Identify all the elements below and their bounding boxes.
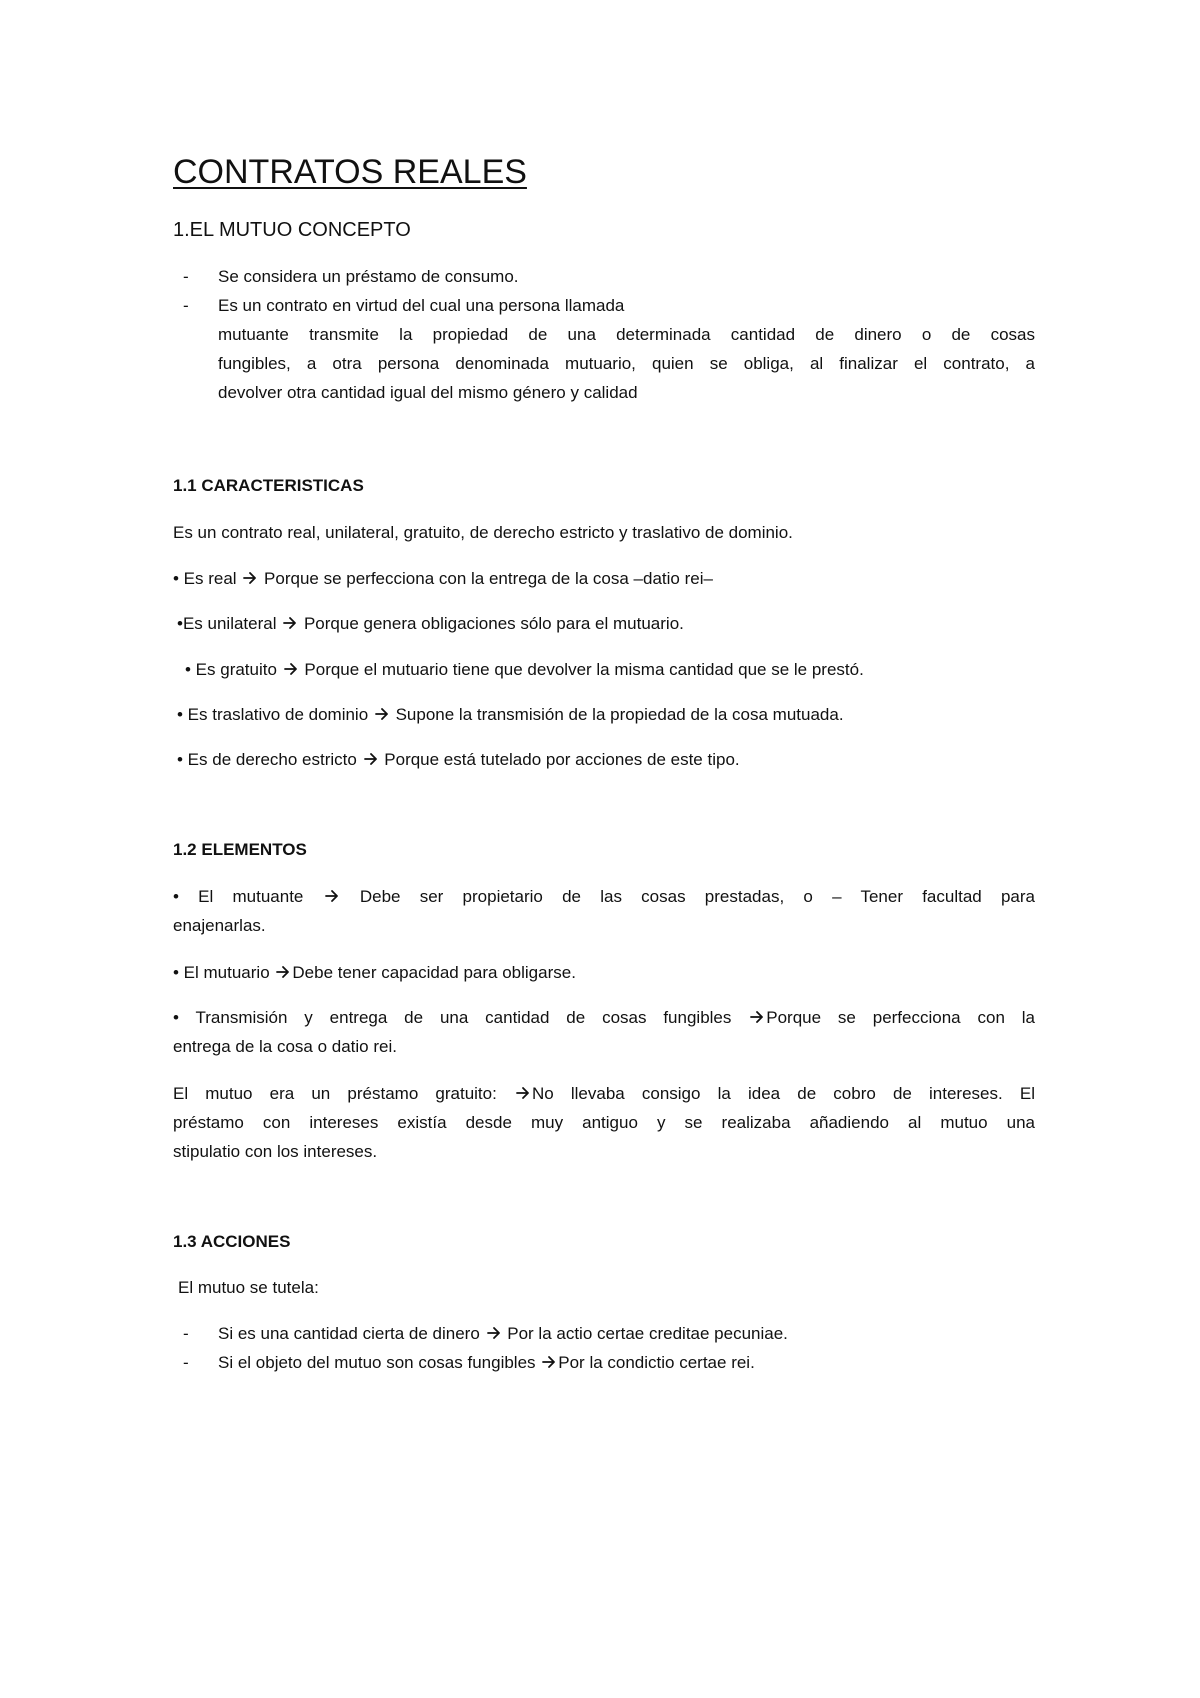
paragraph: El mutuo se tutela: — [178, 1278, 319, 1297]
document-title: CONTRATOS REALES — [173, 153, 527, 191]
arrow-right-icon — [283, 616, 297, 630]
arrow-right-icon — [375, 707, 389, 721]
arrow-right-icon — [325, 889, 339, 903]
dash-marker: - — [183, 296, 189, 315]
section-heading-elementos: 1.2 ELEMENTOS — [173, 840, 307, 859]
paragraph: Es un contrato real, unilateral, gratuito, de derecho estricto y traslativo de dominio. — [173, 523, 793, 542]
section-heading-acciones: 1.3 ACCIONES — [173, 1232, 291, 1251]
bullet-item: • Es de derecho estricto Porque está tutelado por acciones de este tipo. — [177, 750, 740, 769]
list-item: - Se considera un préstamo de consumo. — [183, 262, 1035, 291]
section-heading-mutuo-concepto: 1.EL MUTUO CONCEPTO — [173, 219, 411, 241]
arrow-right-icon — [243, 571, 257, 585]
arrow-right-icon — [284, 662, 298, 676]
bullet-item: • El mutuante Debe ser propietario de las cosas prestadas, o – Tener facultad para enajenarlas. — [173, 887, 1035, 935]
bullet-item: • Transmisión y entrega de una cantidad de cosas fungibles Porque se perfecciona con la entrega de la cosa o datio rei. — [173, 1008, 1035, 1056]
bullet-item: •Es unilateral Porque genera obligaciones sólo para el mutuario. — [177, 614, 684, 633]
list-item: - Si el objeto del mutuo son cosas fungibles Por la condictio certae rei. — [183, 1348, 1035, 1377]
section-heading-caracteristicas: 1.1 CARACTERISTICAS — [173, 476, 364, 495]
bullet-item: • Es traslativo de dominio Supone la transmisión de la propiedad de la cosa mutuada. — [177, 705, 844, 724]
arrow-right-icon — [542, 1355, 556, 1369]
arrow-right-icon — [276, 965, 290, 979]
dash-marker: - — [183, 1353, 189, 1372]
arrow-right-icon — [516, 1086, 530, 1100]
list-item: - Si es una cantidad cierta de dinero Por la actio certae creditae pecuniae. — [183, 1319, 1035, 1348]
arrow-right-icon — [487, 1326, 501, 1340]
bullet-item: • Es gratuito Porque el mutuario tiene que devolver la misma cantidad que se le prestó. — [185, 660, 864, 679]
bullet-item: • Es real Porque se perfecciona con la entrega de la cosa –datio rei– — [173, 569, 713, 588]
arrow-right-icon — [750, 1010, 764, 1024]
dash-marker: - — [183, 1324, 189, 1343]
list-item: - Es un contrato en virtud del cual una persona llamada mutuante transmite la propiedad de una determinada cantidad de dinero o de cosas fungibles, a otra persona denominada mutuario, quien se obliga, al finalizar el contrato, a devolver otra cantidad igual del mismo género y calidad — [183, 291, 1035, 407]
note-paragraph: El mutuo era un préstamo gratuito: No llevaba consigo la idea de cobro de intereses. El préstamo con intereses existía desde muy antiguo y se realizaba añadiendo al mutuo una stipulatio con los intereses. — [173, 1084, 1035, 1161]
arrow-right-icon — [364, 752, 378, 766]
bullet-item: • El mutuario Debe tener capacidad para obligarse. — [173, 963, 576, 982]
dash-marker: - — [183, 267, 189, 286]
